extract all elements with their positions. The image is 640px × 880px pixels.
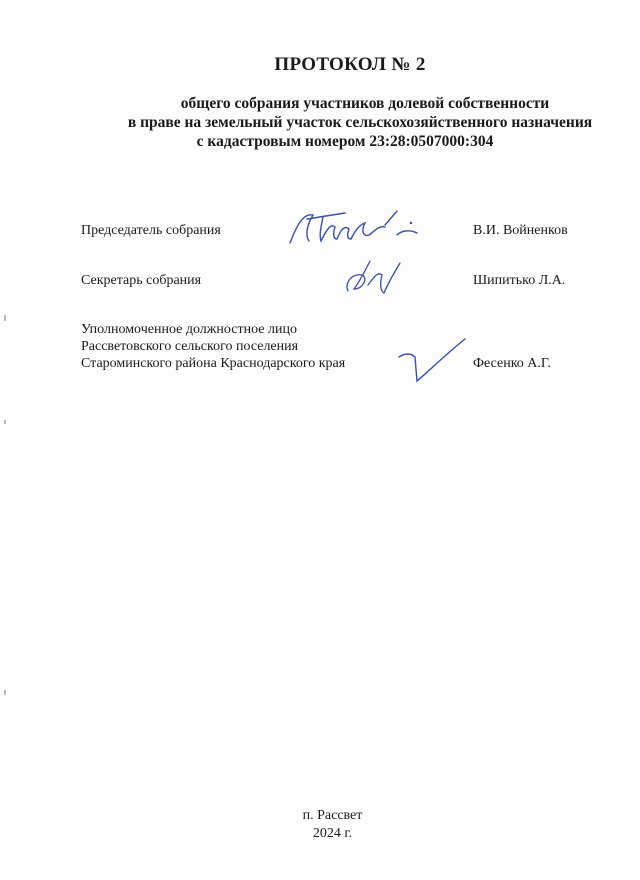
official-role-line-1: Уполномоченное должностное лицо: [81, 322, 297, 337]
official-role-line-3: Староминского района Краснодарского края: [81, 356, 346, 371]
official-role-line-2: Рассветовского сельского поселения: [81, 339, 299, 354]
subtitle-line-2: в праве на земельный участок сельскохозяйственного назначения: [127, 114, 593, 131]
chairman-signature: [285, 205, 425, 250]
official-name: Фесенко А.Г.: [473, 356, 551, 371]
scan-mark: [4, 420, 6, 424]
official-signature: [395, 335, 470, 385]
scan-mark: [4, 690, 6, 695]
secretary-role: Секретарь собрания: [81, 273, 202, 288]
secretary-name: Шипитько Л.А.: [473, 273, 566, 288]
scan-mark: [4, 315, 6, 321]
footer-year: 2024 г.: [312, 826, 353, 841]
secretary-signature: [340, 255, 410, 300]
chairman-name: В.И. Войненков: [473, 223, 568, 238]
subtitle-line-3: с кадастровым номером 23:28:0507000:304: [196, 133, 494, 150]
footer-place: п. Рассвет: [302, 808, 363, 823]
document-title: ПРОТОКОЛ № 2: [274, 54, 426, 75]
subtitle-line-1: общего собрания участников долевой собственности: [180, 95, 550, 112]
chairman-role: Председатель собрания: [81, 223, 221, 238]
